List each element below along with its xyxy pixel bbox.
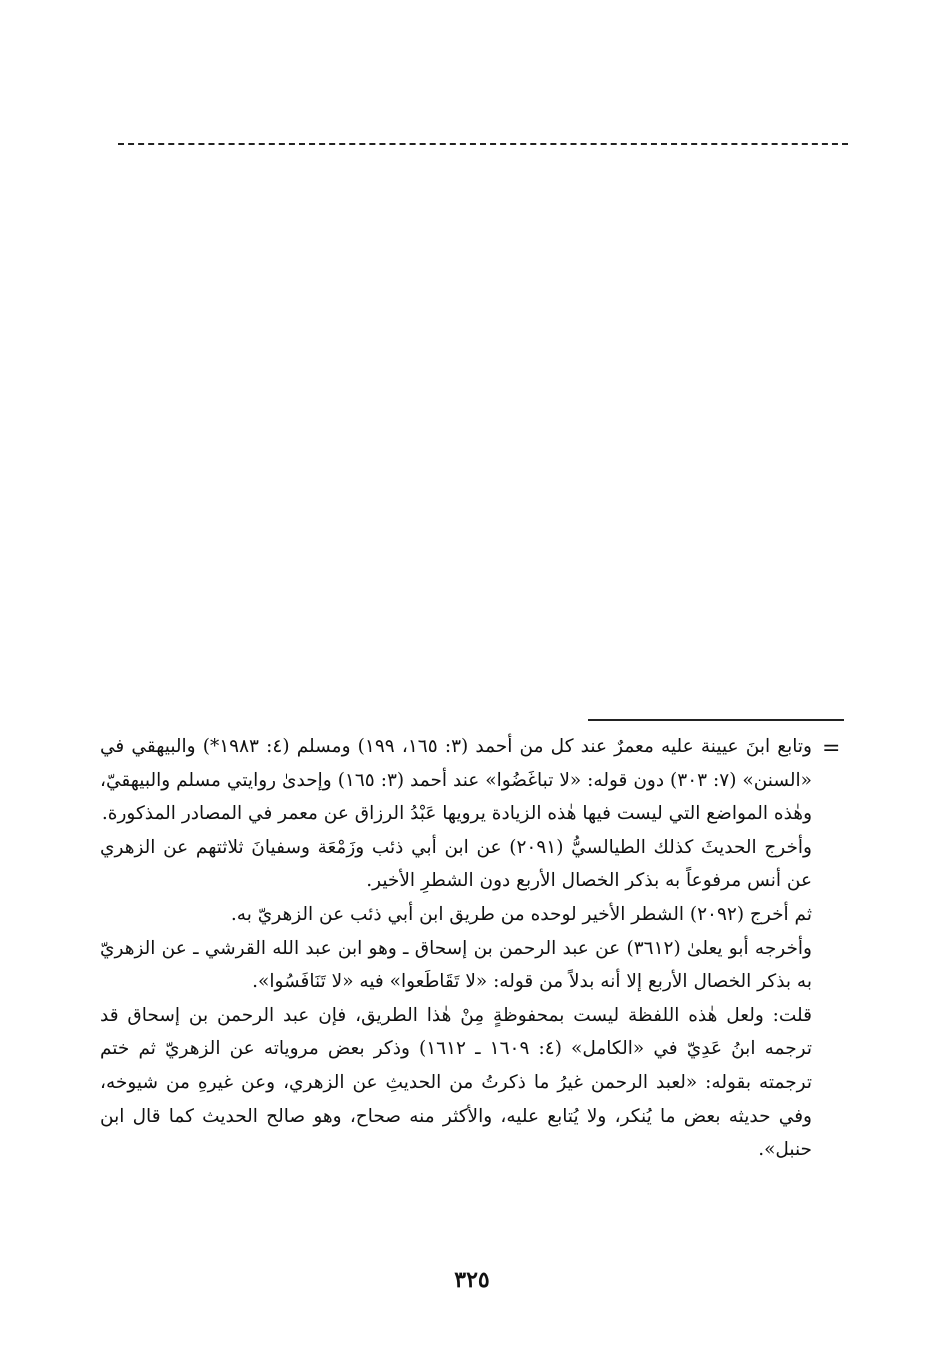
- footnote-paragraph-5: قلت: ولعل هٰذه اللفظة ليست بمحفوظةٍ مِنْ هٰذا الطريق، فإن عبد الرحمن بن إسحاق قد ترجمه ابنُ عَدِيّ في «الكامل» (٤: ١٦٠٩ ـ ١٦١٢) وذكر بعض مروياته عن الزهريّ ثم ختم ترجمته بقوله: «لعبد الرحمن غيرُ ما ذكرتُ من الحديثِ عن الزهري، وعن غيرهِ من شيوخه، وفي حديثه بعض ما يُنكر، ولا يُتابع عليه، والأكثر منه صحاح، وهو صالح الحديث كما قال ابن حنبل».: [100, 1004, 812, 1161]
- footnote-paragraph-2: وأخرج الحديثَ كذلك الطيالسيُّ (٢٠٩١) عن ابن أبي ذئب وزَمْعَة وسفيانَ ثلاثتهم عن الزهري عن أنس مرفوعاً به بذكر الخصال الأربع دون الشطرِ الأخير.: [100, 836, 812, 892]
- footnote-text: [100, 730, 812, 1167]
- footnote-rule: [588, 719, 844, 721]
- page-number: ٣٢٥: [454, 1267, 490, 1293]
- continuation-mark: =: [822, 736, 841, 761]
- footnote-paragraph-4: وأخرجه أبو يعلىٰ (٣٦١٢) عن عبد الرحمن بن إسحاق ـ وهو ابن عبد الله القرشي ـ عن الزهريّ به بذكر الخصال الأربع إلا أنه بدلاً من قوله: «لا تَقَاطَعوا» فيه «لا تَنَافَسُوا».: [100, 937, 812, 993]
- dashed-separator-line: [118, 143, 848, 145]
- footnote-paragraph-3: ثم أخرج (٢٠٩٢) الشطر الأخير لوحده من طريق ابن أبي ذئب عن الزهريّ به.: [230, 903, 812, 925]
- footnote-paragraph-1: وتابع ابنَ عيينة عليه معمرٌ عند كل من أحمد (٣: ١٦٥، ١٩٩) ومسلم (٤: ١٩٨٣*) والبيهقي في «السنن» (٧: ٣٠٣) دون قوله: «لا تباغَضُوا» عند أحمد (٣: ١٦٥) وإحدىٰ روايتي مسلم والبيهقيّ، وهٰذه المواضع التي ليست فيها هٰذه الزيادة يرويها عَبْدُ الرزاق عن معمر في المصادر المذكورة.: [100, 736, 812, 825]
